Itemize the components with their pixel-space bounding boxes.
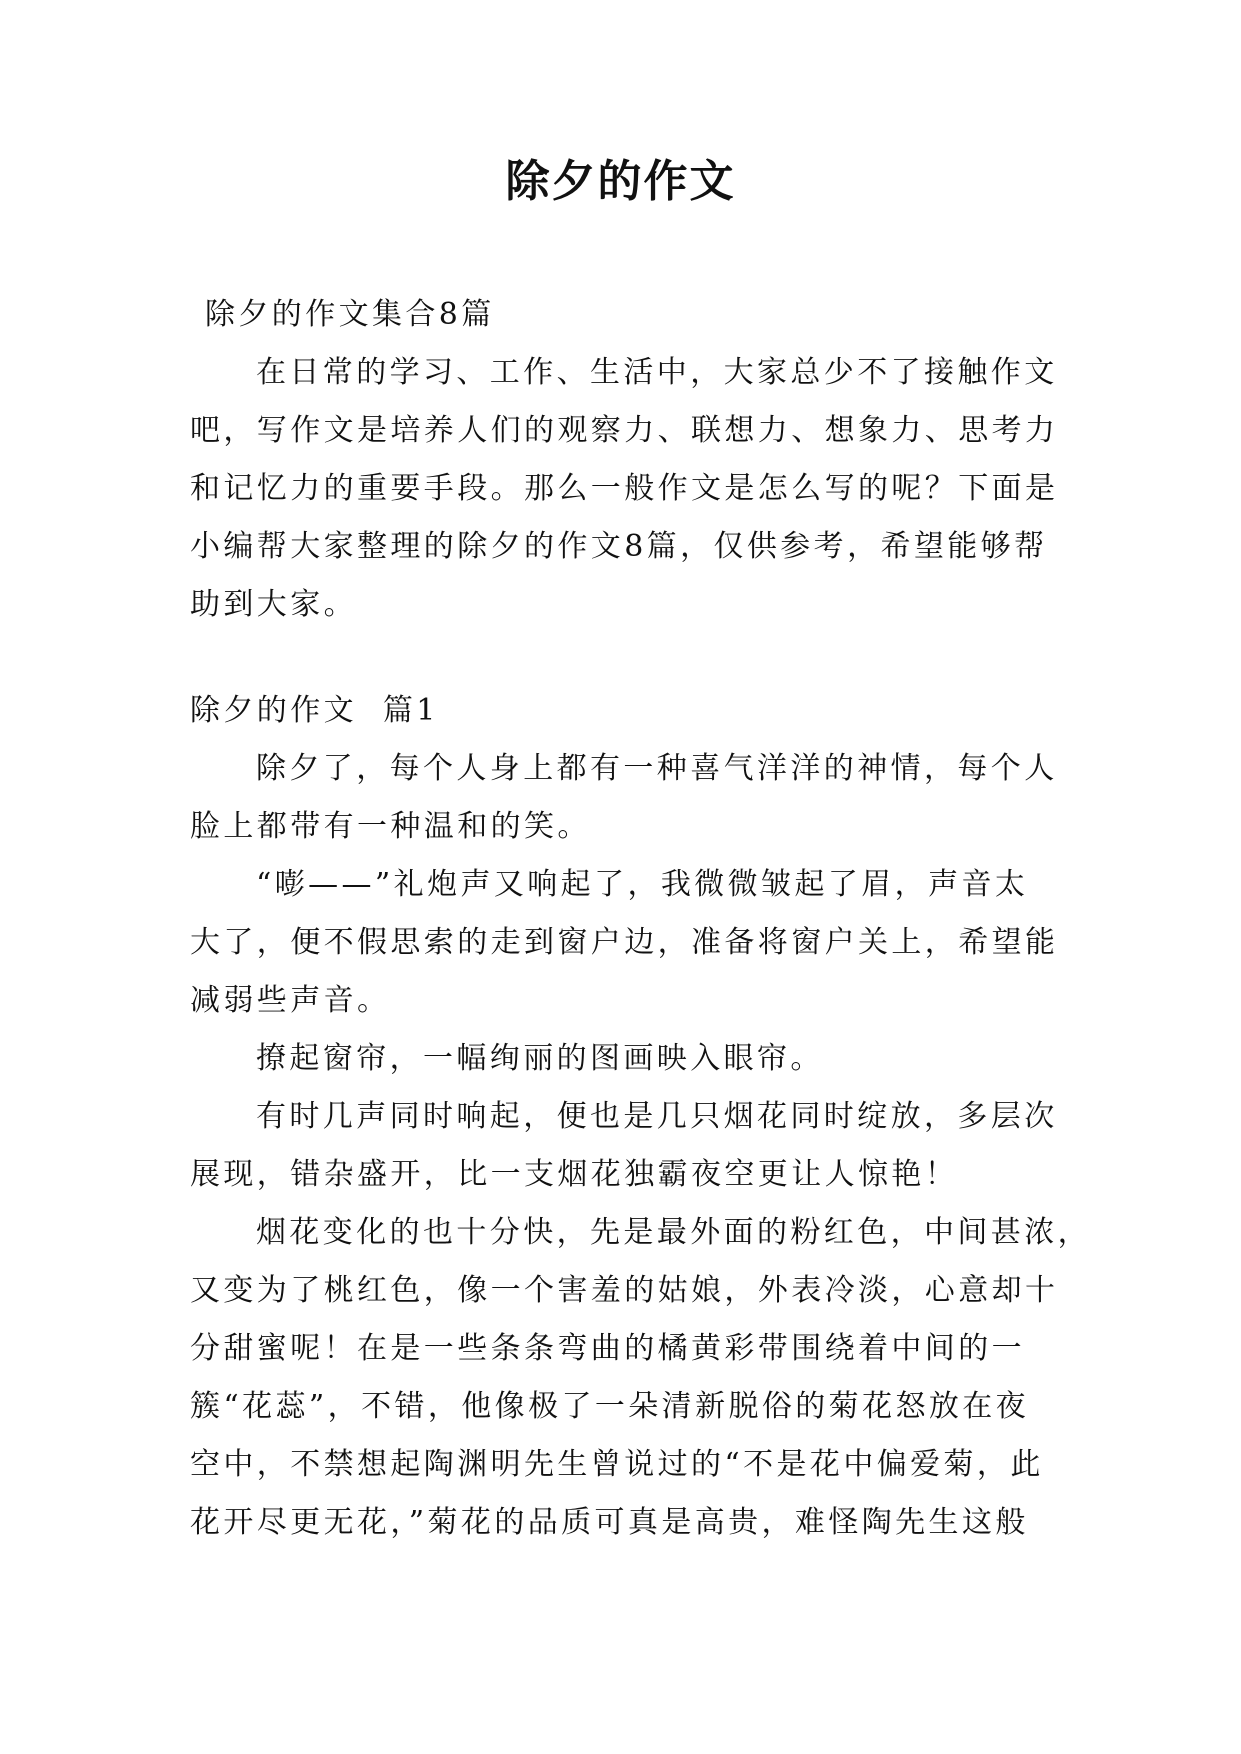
document-body	[190, 286, 1091, 1552]
section-line: 有时几声同时响起，便也是几只烟花同时绽放，多层次	[256, 1099, 1058, 1134]
section-line: 脸上都带有一种温和的笑。	[190, 809, 591, 844]
intro-line: 在日常的学习、工作、生活中，大家总少不了接触作文	[256, 355, 1058, 390]
document-title: 除夕的作文	[505, 156, 736, 207]
intro-line: 吧，写作文是培养人们的观察力、联想力、想象力、思考力	[190, 413, 1059, 448]
section-line: 烟花变化的也十分快，先是最外面的粉红色，中间甚浓，	[256, 1215, 1091, 1250]
section-line: 花开尽更无花，”菊花的品质可真是高贵，难怪陶先生这般	[190, 1505, 1029, 1540]
intro-line: 小编帮大家整理的除夕的作文8篇，仅供参考，希望能够帮	[190, 529, 1048, 564]
document-subtitle: 除夕的作文集合8篇	[205, 297, 495, 332]
section-line: 又变为了桃红色，像一个害羞的姑娘，外表冷淡，心意却十	[190, 1273, 1059, 1308]
section-line: 空中，不禁想起陶渊明先生曾说过的“不是花中偏爱菊，此	[190, 1447, 1044, 1482]
section-heading: 除夕的作文 篇1	[190, 693, 439, 728]
section-line: 分甜蜜呢！在是一些条条弯曲的橘黄彩带围绕着中间的一	[190, 1331, 1025, 1366]
section-line: 减弱些声音。	[190, 983, 391, 1018]
section-line: “嘭——”礼炮声又响起了，我微微皱起了眉，声音太	[256, 867, 1029, 902]
paragraph-gap	[190, 634, 1060, 682]
intro-line: 助到大家。	[190, 587, 357, 622]
section-line: 除夕了，每个人身上都有一种喜气洋洋的神情，每个人	[256, 751, 1058, 786]
section-line: 撩起窗帘，一幅绚丽的图画映入眼帘。	[256, 1041, 824, 1076]
intro-line: 和记忆力的重要手段。那么一般作文是怎么写的呢？下面是	[190, 471, 1059, 506]
section-line: 展现，错杂盛开，比一支烟花独霸夜空更让人惊艳！	[190, 1157, 959, 1192]
section-line: 大了，便不假思索的走到窗户边，准备将窗户关上，希望能	[190, 925, 1059, 960]
section-line: 簇“花蕊”，不错，他像极了一朵清新脱俗的菊花怒放在夜	[190, 1389, 1030, 1424]
